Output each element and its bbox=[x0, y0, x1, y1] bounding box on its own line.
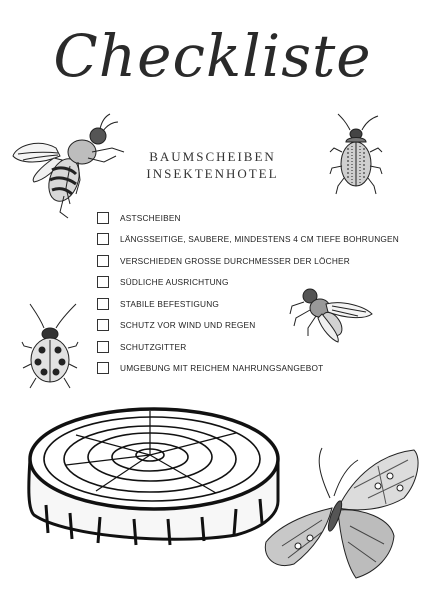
checklist-item bbox=[97, 358, 399, 380]
checkbox[interactable] bbox=[97, 362, 109, 374]
checklist-item-label: UMGEBUNG MIT REICHEM NAHRUNGSANGEBOT bbox=[120, 363, 324, 374]
butterfly-icon bbox=[258, 446, 422, 582]
beetle-icon bbox=[328, 112, 386, 196]
checkbox[interactable] bbox=[97, 341, 109, 353]
ladybug-icon bbox=[20, 302, 82, 392]
subtitle-line-2: INSEKTENHOTEL bbox=[146, 166, 279, 181]
bee-icon bbox=[8, 108, 133, 220]
checklist-item-label: SCHUTZ VOR WIND UND REGEN bbox=[120, 320, 256, 331]
checkbox[interactable] bbox=[97, 276, 109, 288]
checklist-item-label: ASTSCHEIBEN bbox=[120, 212, 181, 223]
subtitle-line-1: BAUMSCHEIBEN bbox=[149, 149, 276, 164]
checklist-item-label: VERSCHIEDEN GROSSE DURCHMESSER DER LÖCHER bbox=[120, 255, 350, 266]
checklist-item-label: SÜDLICHE AUSRICHTUNG bbox=[120, 277, 229, 288]
checklist-item bbox=[97, 250, 399, 272]
fly-icon bbox=[288, 284, 374, 344]
checklist-item bbox=[97, 229, 399, 251]
checkbox[interactable] bbox=[97, 233, 109, 245]
checkbox[interactable] bbox=[97, 255, 109, 267]
page-title: Checkliste bbox=[53, 22, 372, 90]
page-subtitle bbox=[120, 148, 305, 182]
checklist-item-label: LÄNGSSEITIGE, SAUBERE, MINDESTENS 4 CM TIEFE BOHRUNGEN bbox=[120, 234, 399, 245]
checkbox[interactable] bbox=[97, 298, 109, 310]
checklist-item bbox=[97, 207, 399, 229]
tree-slice-icon bbox=[26, 405, 288, 547]
checklist-item-label: SCHUTZGITTER bbox=[120, 341, 187, 352]
checklist-item-label: STABILE BEFESTIGUNG bbox=[120, 298, 220, 309]
checkbox[interactable] bbox=[97, 319, 109, 331]
